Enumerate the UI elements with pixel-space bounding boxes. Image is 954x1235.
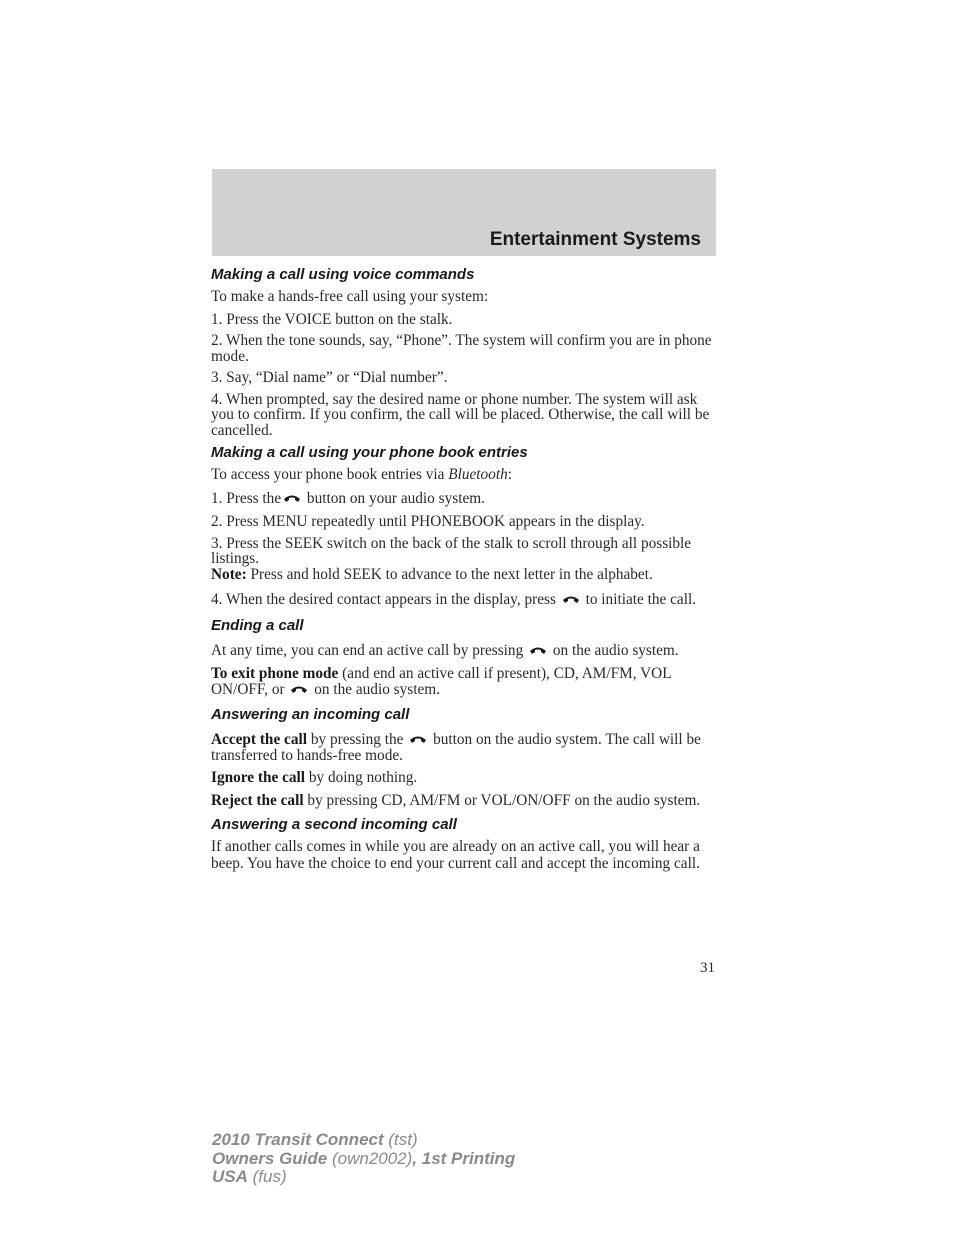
- accept-call-label: Accept the call: [211, 731, 307, 748]
- voice-step-4: 4. When prompted, say the desired name or phone number. The system will ask you to confirm. If you confirm, the call will be placed. Otherwise, the call will be cancelled.: [211, 390, 710, 439]
- phonebook-step-4-tail: to initiate the call.: [581, 591, 697, 608]
- reject-call-text: by pressing CD, AM/FM or VOL/ON/OFF on the audio system.: [303, 791, 701, 809]
- ending-text: At any time, you can end an active call by pressing: [211, 641, 528, 659]
- ignore-call-text: by doing nothing.: [305, 769, 418, 786]
- phonebook-step-1: [211, 491, 717, 507]
- heading-voice-commands: Making a call using voice commands: [211, 266, 475, 283]
- phonebook-step-4-text: 4. When the desired contact appears in the display, press: [211, 591, 560, 608]
- voice-intro: To make a hands-free call using your system:: [211, 288, 489, 305]
- phonebook-step-2: 2. Press MENU repeatedly until PHONEBOOK appears in the display.: [211, 513, 645, 530]
- phonebook-intro-colon: :: [507, 466, 512, 483]
- footer-market-code: (fus): [247, 1167, 287, 1186]
- voice-step-1: 1. Press the VOICE button on the stalk.: [211, 310, 453, 328]
- heading-phone-book: Making a call using your phone book entries: [211, 444, 528, 461]
- voice-step-3: 3. Say, “Dial name” or “Dial number”.: [211, 369, 448, 386]
- ending-text-tail: on the audio system.: [549, 641, 679, 659]
- accept-call-text: by pressing the: [307, 731, 408, 748]
- footer-line-1: [212, 1131, 515, 1150]
- ignore-call-label: Ignore the call: [211, 769, 306, 786]
- phone-handset-icon: [560, 592, 582, 606]
- exit-phone-mode-paragraph: [211, 666, 717, 697]
- phonebook-step-4: [211, 592, 717, 608]
- note-label: Note:: [211, 565, 247, 583]
- footer-line-3: [212, 1168, 515, 1187]
- page-content: [211, 266, 717, 872]
- footer-line-2: [212, 1150, 515, 1169]
- heading-second-call: Answering a second incoming call: [211, 816, 457, 833]
- ending-paragraph-1: [211, 643, 717, 659]
- phonebook-step-1-tail: button on your audio system.: [303, 489, 485, 507]
- footer-model: 2010 Transit Connect: [212, 1130, 384, 1149]
- footer-market: USA: [212, 1167, 248, 1186]
- bluetooth-term: Bluetooth: [448, 466, 508, 483]
- footer-guide: Owners Guide: [212, 1148, 328, 1168]
- heading-answering-call: Answering an incoming call: [211, 706, 410, 723]
- exit-phone-mode-label: To exit phone mode: [211, 665, 339, 682]
- exit-phone-mode-tail: on the audio system.: [310, 680, 440, 698]
- page-number: 31: [700, 960, 715, 976]
- phonebook-step-3: 3. Press the SEEK switch on the back of the stalk to scroll through all possible listings.: [211, 534, 692, 567]
- note-text: Press and hold SEEK to advance to the next letter in the alphabet.: [246, 565, 653, 583]
- print-footer: [212, 1131, 515, 1187]
- exit-phone-mode-text: (and end an active call if present), CD, AM/FM, VOL ON/OFF, or: [211, 665, 671, 698]
- phone-handset-icon: [527, 643, 549, 657]
- phonebook-intro: [211, 467, 717, 483]
- phone-handset-icon: [407, 732, 429, 746]
- reject-call-label: Reject the call: [211, 791, 304, 809]
- heading-ending-call: Ending a call: [211, 616, 304, 634]
- ignore-call-paragraph: [211, 770, 717, 786]
- phonebook-note: [211, 567, 717, 583]
- footer-guide-code: (own2002): [327, 1148, 413, 1168]
- phone-handset-icon: [288, 682, 310, 696]
- second-call-paragraph: If another calls comes in while you are already on an active call, you will hear a beep. You have the choice to end your current call and accept the incoming call.: [211, 838, 700, 872]
- phone-handset-icon: [281, 491, 303, 505]
- section-title: Entertainment Systems: [489, 229, 701, 250]
- footer-model-code: (tst): [383, 1130, 418, 1149]
- section-header-band: [212, 169, 716, 256]
- footer-printing: , 1st Printing: [412, 1148, 516, 1168]
- accept-call-paragraph: [211, 732, 717, 763]
- phonebook-intro-text: To access your phone book entries via: [211, 466, 449, 483]
- accept-call-tail: button on the audio system. The call will be transferred to hands-free mode.: [211, 731, 701, 764]
- phonebook-step-1-text: 1. Press the: [211, 489, 282, 507]
- reject-call-paragraph: [211, 793, 717, 809]
- voice-step-2: 2. When the tone sounds, say, “Phone”. The system will confirm you are in phone mode.: [211, 332, 712, 365]
